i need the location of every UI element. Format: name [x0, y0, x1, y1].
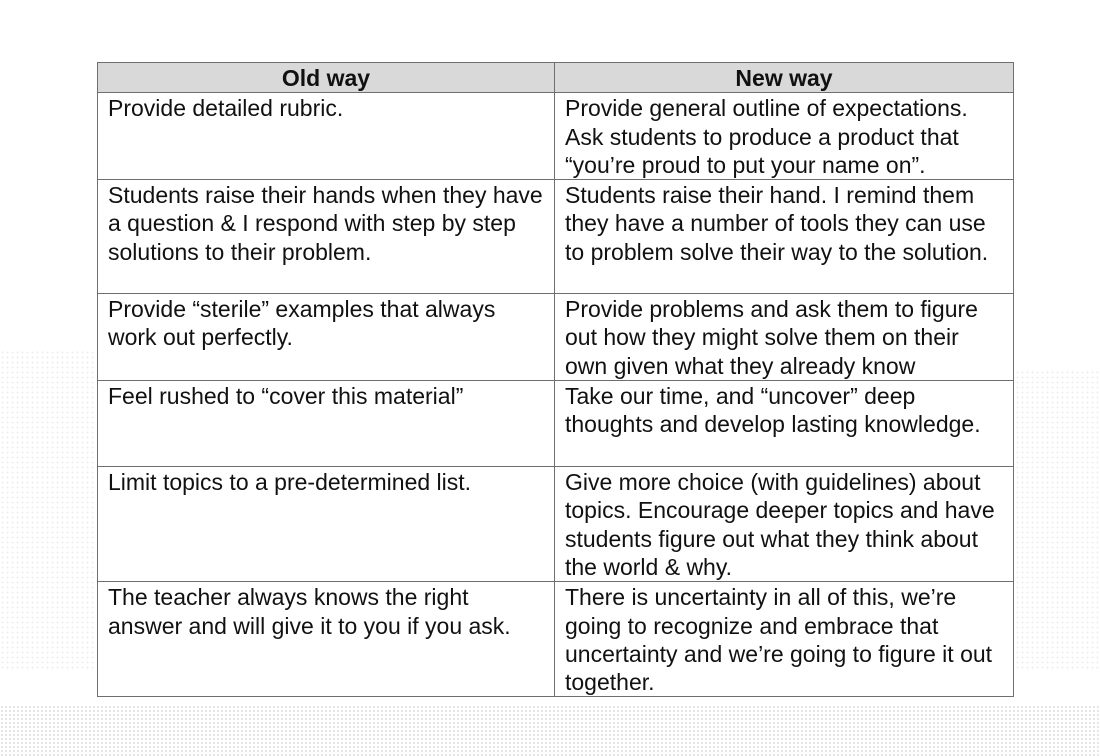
old-way-text: Students raise their hands when they have a question & I respond with step by step solutions to their problem. [108, 182, 543, 265]
table-row [98, 381, 1014, 467]
old-way-text: The teacher always knows the right answer and will give it to you if you ask. [108, 584, 511, 639]
new-way-cell [555, 93, 1014, 180]
new-way-text: Provide problems and ask them to figure out how they might solve them on their own given what they already know [565, 296, 978, 379]
old-way-text: Provide detailed rubric. [108, 95, 344, 122]
old-way-cell [98, 93, 555, 180]
old-way-cell [98, 180, 555, 294]
new-way-cell [555, 582, 1014, 697]
old-way-cell [98, 467, 555, 582]
new-way-cell [555, 467, 1014, 582]
table-row [98, 294, 1014, 381]
scan-noise-bottom [0, 705, 1100, 756]
old-way-cell [98, 582, 555, 697]
comparison-table [97, 62, 1014, 697]
table-row [98, 467, 1014, 582]
scan-noise-right [1015, 370, 1100, 670]
new-way-cell [555, 180, 1014, 294]
header-row [98, 63, 1014, 93]
old-way-cell [98, 294, 555, 381]
table-row [98, 93, 1014, 180]
new-way-text: Provide general outline of expectations. Ask students to produce a product that “you’re proud to put your name on”. [565, 95, 968, 178]
new-way-text: Give more choice (with guidelines) about topics. Encourage deeper topics and have students figure out what they think about the world & why. [565, 469, 995, 580]
old-way-text: Feel rushed to “cover this material” [108, 383, 464, 410]
table-row [98, 180, 1014, 294]
scan-noise-left [0, 350, 95, 670]
old-way-cell [98, 381, 555, 467]
new-way-cell [555, 294, 1014, 381]
new-way-text: There is uncertainty in all of this, we’re going to recognize and embrace that uncertainty and we’re going to figure it out together. [565, 584, 993, 696]
header-old-way: Old way [98, 63, 555, 93]
new-way-text: Students raise their hand. I remind them they have a number of tools they can use to problem solve their way to the solution. [565, 182, 989, 265]
old-way-text: Provide “sterile” examples that always work out perfectly. [108, 296, 496, 351]
new-way-text: Take our time, and “uncover” deep thoughts and develop lasting knowledge. [565, 383, 981, 438]
table-row [98, 582, 1014, 697]
new-way-cell [555, 381, 1014, 467]
old-way-text: Limit topics to a pre-determined list. [108, 469, 472, 496]
header-new-way: New way [555, 63, 1014, 93]
